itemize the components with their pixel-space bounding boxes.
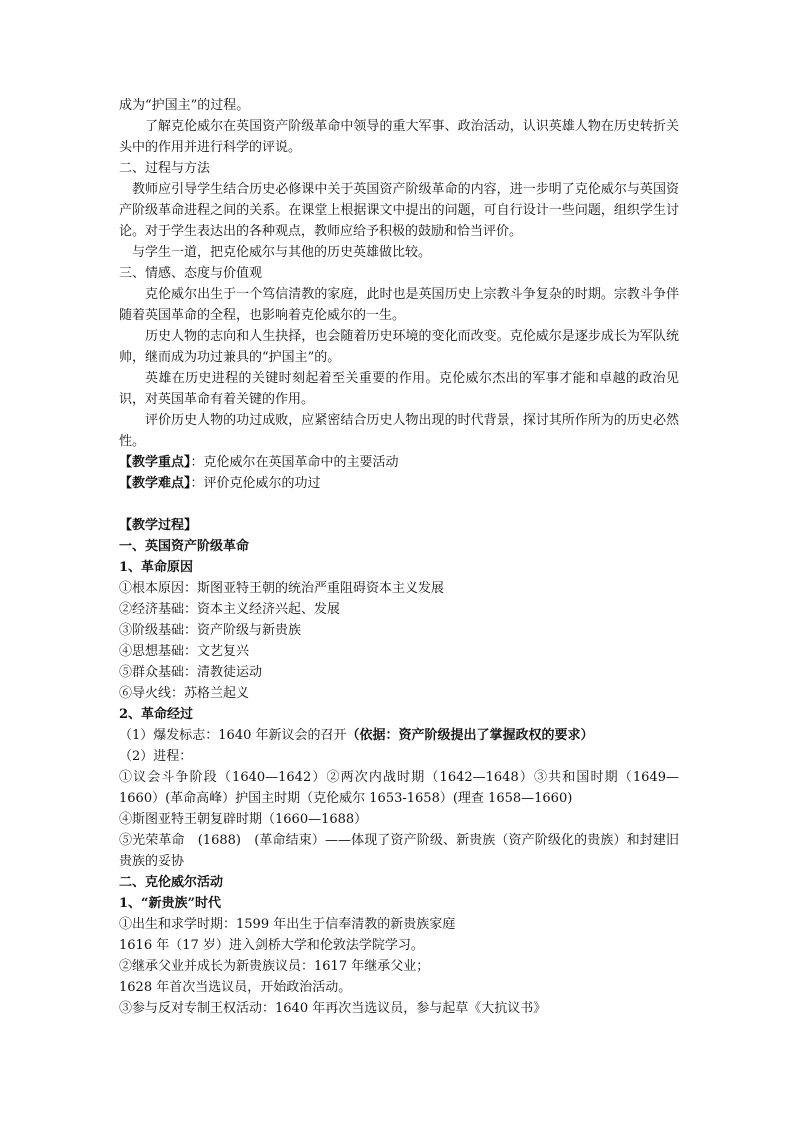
course-item: ④斯图亚特王朝复辟时期（1660—1688） [119,812,368,827]
values-paragraph: 历史人物的志向和人生抉择，也会随着历史环境的变化而改变。克伦威尔是逐步成长为军队统帅，继而成为功过兼具的“护国主”的。 [119,329,679,365]
teaching-focus-label: 【教学重点】 [119,455,191,470]
values-paragraph: 评价历史人物的功过成败，应紧密结合历史人物出现的时代背景，探讨其所作所为的历史必然性。 [119,413,679,449]
part-heading: 一、英国资产阶级革命 [119,539,250,554]
activity-item: ③参与反对专制王权活动：1640 年再次当选议员，参与起草《大抗议书》 [119,1001,547,1016]
activity-item: 1628 年首次当选议员，开始政治活动。 [119,980,352,995]
teaching-difficulty [119,473,679,494]
sub-heading: 2、革命经过 [119,707,194,722]
course-item: ⑤光荣革命 (1688) (革命结束）——体现了资产阶级、新贵族（资产阶级化的贵族）和封建旧贵族的妥协 [119,833,679,869]
teaching-focus-text: ：克伦威尔在英国革命中的主要活动 [190,455,399,470]
cause-item: ⑤群众基础：清教徒运动 [119,665,263,680]
method-paragraph: 与学生一道，把克伦威尔与其他的历史英雄做比较。 [132,245,432,260]
part-heading: 二、克伦威尔活动 [119,875,224,890]
cause-item: ③阶级基础：资产阶级与新贵族 [119,623,302,638]
outbreak-text: （1）爆发标志：1640 年新议会的召开 [119,728,347,743]
values-paragraph: 克伦威尔出生于一个笃信清教的家庭，此时也是英国历史上宗教斗争复杂的时期。宗教斗争伴随着英国革命的全程，也影响着克伦威尔的一生。 [119,287,679,323]
values-paragraph: 英雄在历史进程的关键时刻起着至关重要的作用。克伦威尔杰出的军事才能和卓越的政治见识，对英国革命有着关键的作用。 [119,371,679,407]
document-page [119,95,679,1019]
sub-heading: 1、革命原因 [119,560,194,575]
section-heading: 二、过程与方法 [119,161,211,176]
activity-item: ①出生和求学时期：1599 年出生于信奉清教的新贵族家庭 [119,917,456,932]
cause-item: ⑥导火线：苏格兰起义 [119,686,250,701]
teaching-focus [119,452,679,473]
objective-line: 成为“护国主”的过程。 [119,98,250,113]
course-item: ①议会斗争阶段（1640—1642）②两次内战时期（1642—1648）③共和国时期（1649—1660）(革命高峰）护国主时期（克伦威尔 1653-1658）(理查 1658—1660) [119,770,679,806]
sub-heading: 1、“新贵族”时代 [119,896,222,911]
cause-item: ④思想基础：文艺复兴 [119,644,250,659]
teaching-difficulty-text: ：评价克伦威尔的功过 [190,476,321,491]
outbreak-line [119,725,679,746]
objective-paragraph: 了解克伦威尔在英国资产阶级革命中领导的重大军事、政治活动，认识英雄人物在历史转折关头中的作用并进行科学的评说。 [119,119,679,155]
cause-item: ②经济基础：资本主义经济兴起、发展 [119,602,341,617]
spacer [119,494,679,515]
activity-item: ②继承父业并成长为新贵族议员：1617 年继承父业； [119,959,430,974]
cause-item: ①根本原因：斯图亚特王朝的统治严重阻碍资本主义发展 [119,581,445,596]
activity-item: 1616 年（17 岁）进入剑桥大学和伦敦法学院学习。 [119,938,424,953]
method-paragraph: 教师应引导学生结合历史必修课中关于英国资产阶级革命的内容，进一步明了克伦威尔与英国资产阶级革命进程之间的关系。在课堂上根据课文中提出的问题，可自行设计一些问题，组织学生讨论。对于学生表达出的各种观点，教师应给予积极的鼓励和恰当评价。 [119,182,679,239]
section-heading: 三、情感、态度与价值观 [119,266,263,281]
outbreak-basis: （依据：资产阶级提出了掌握政权的要求） [346,728,594,743]
process-title: 【教学过程】 [119,518,198,533]
course-label: （2）进程： [119,749,193,764]
teaching-difficulty-label: 【教学难点】 [119,476,191,491]
